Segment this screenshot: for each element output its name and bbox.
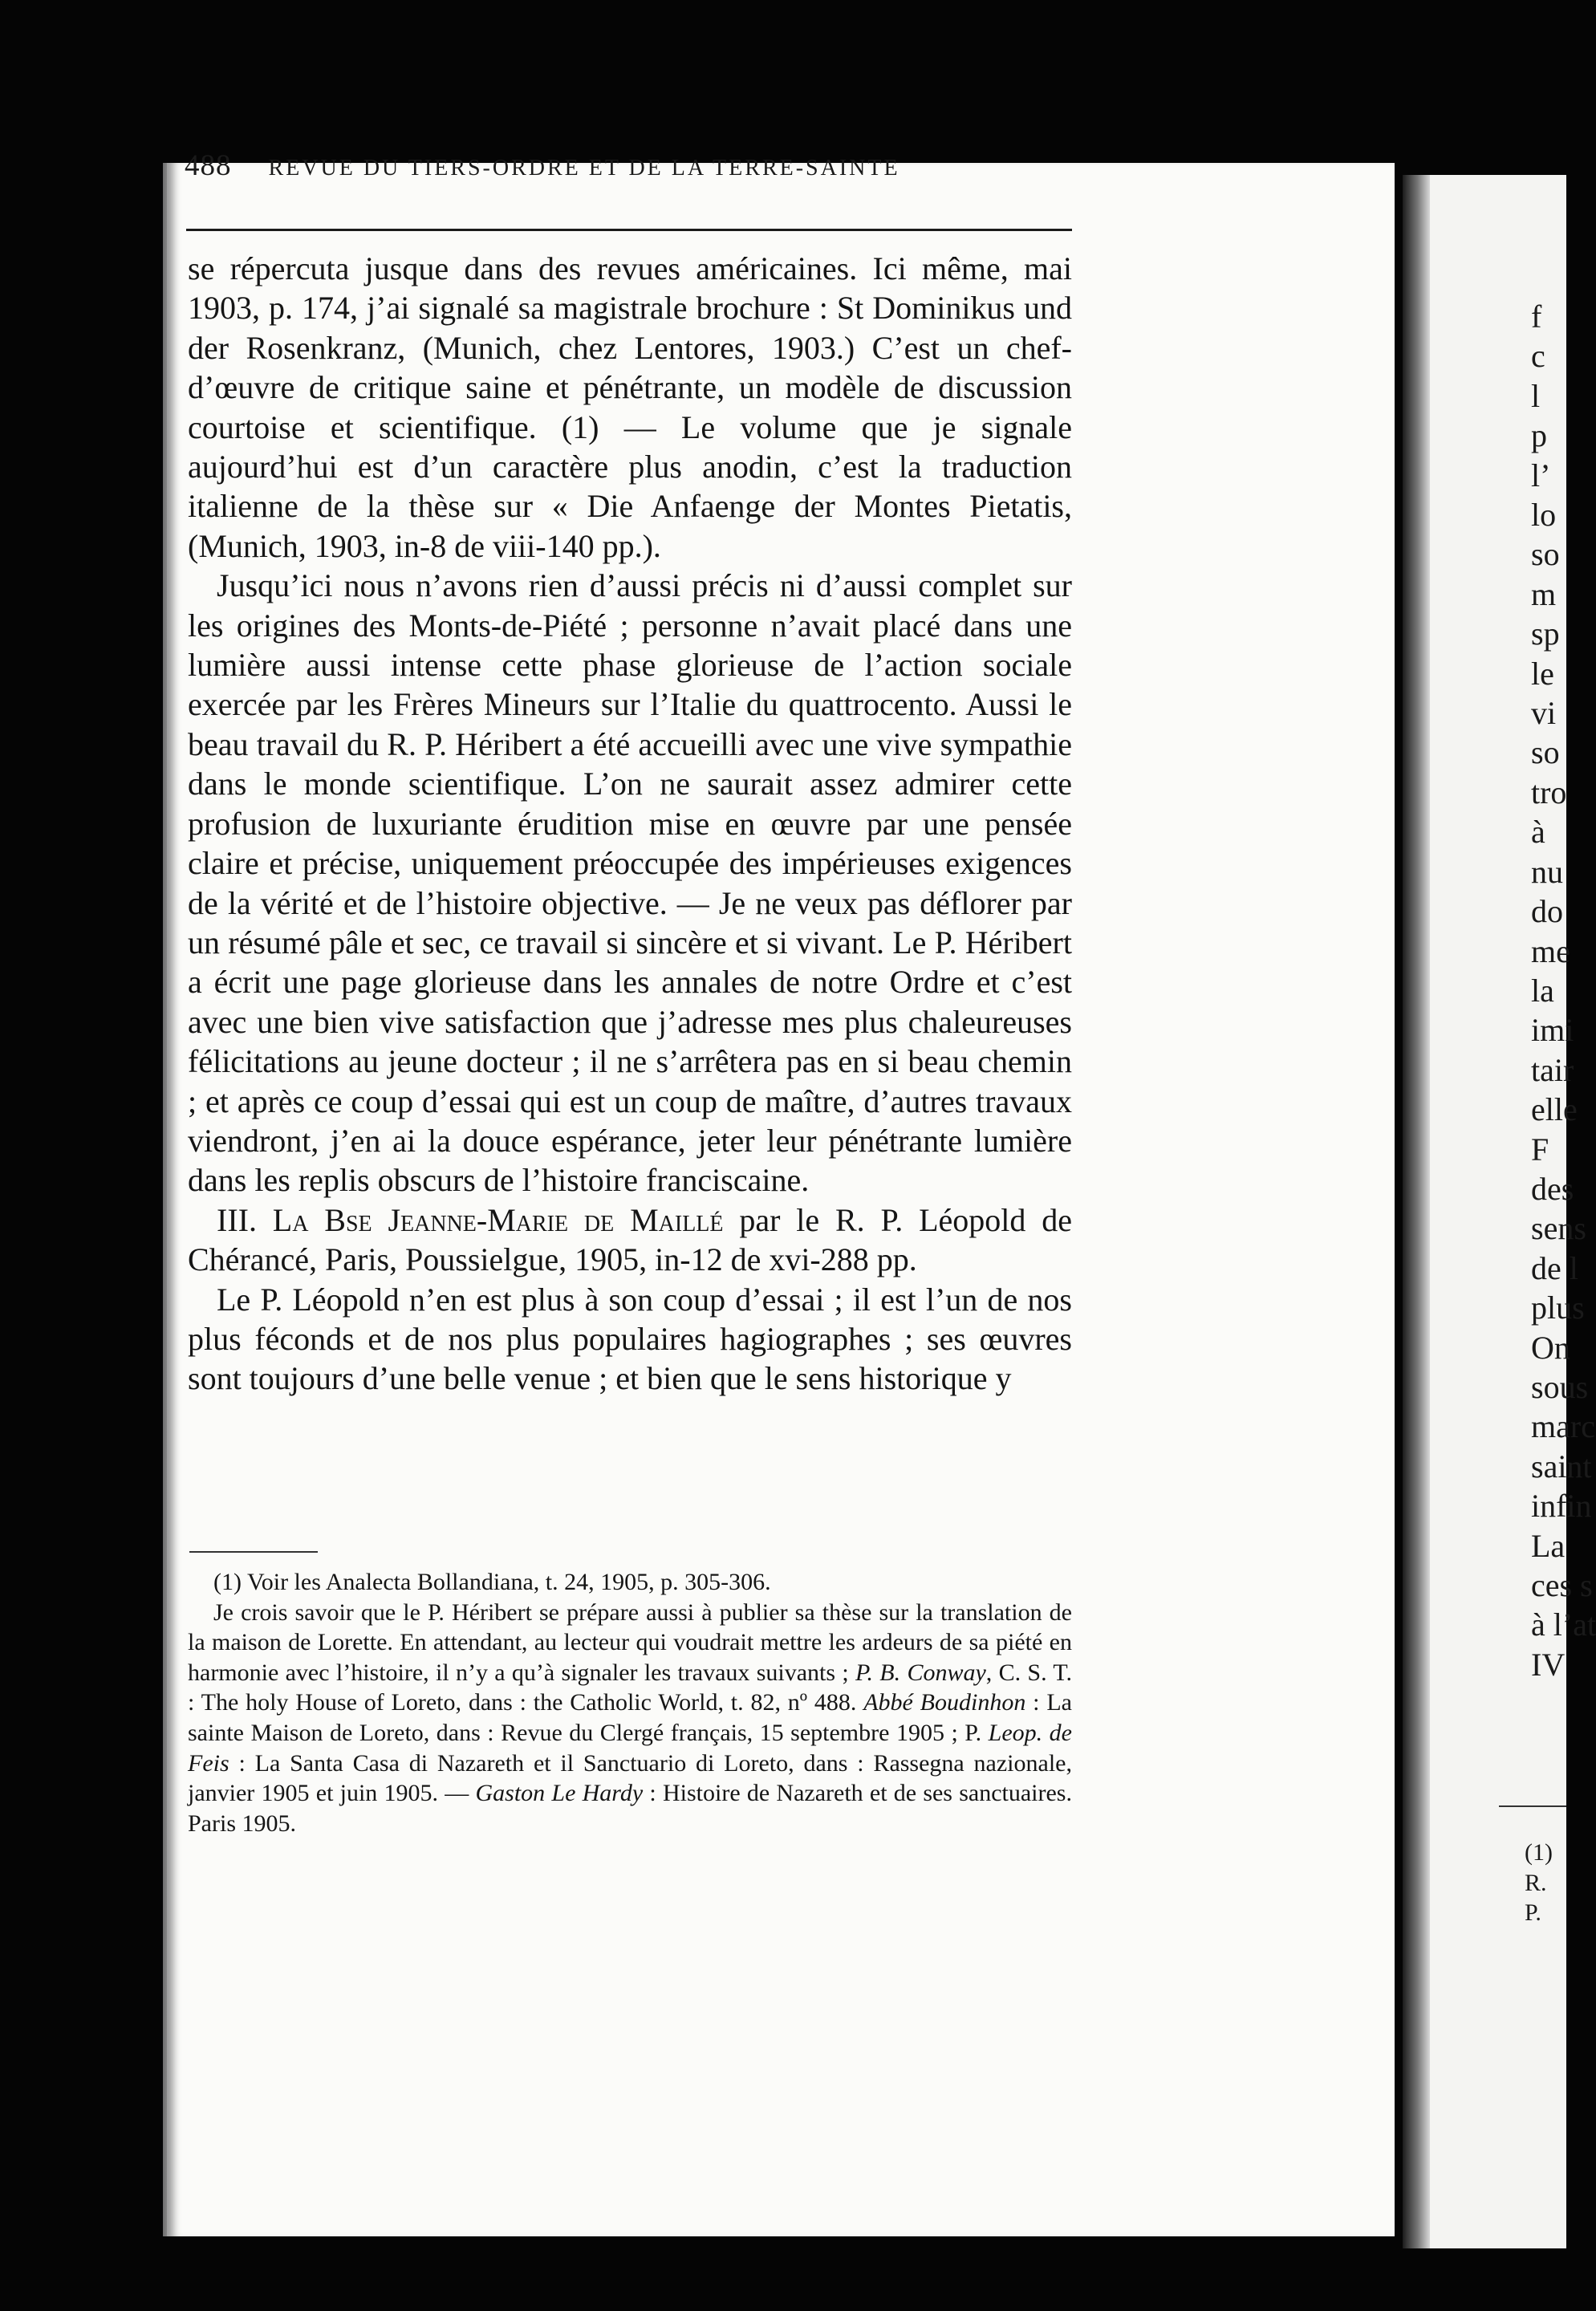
facing-page-line: c [1531,338,1545,375]
facing-page-line: R. P. [1525,1869,1547,1927]
facing-page-line: plus [1531,1290,1585,1326]
section-heading-rest: par le R. P. Léopold de Chérancé, Paris, Poussielgue, 1905, in-12 de xvi-288 pp. [188,1201,1072,1278]
facing-page-line: le [1531,655,1554,692]
page-number: 488 [185,149,232,182]
facing-page-line: do [1531,893,1563,930]
facing-page-line: saint [1531,1448,1592,1484]
facing-page-line: à l’at [1531,1606,1596,1643]
section-heading: III. La Bse Jeanne-Marie de Maillé [217,1201,724,1238]
facing-page-line: tair [1531,1051,1574,1088]
header-rule [186,229,1072,231]
paragraph-3 [188,1200,1072,1280]
facing-page-line: sens [1531,1210,1586,1247]
facing-page-line: IV [1531,1646,1566,1683]
main-text [188,249,1072,1399]
footnote-1: (1) Voir les Analecta Bollandiana, t. 24, 1905, p. 305-306. [213,1569,771,1595]
facing-page-line: La [1531,1527,1566,1564]
facing-page-line: l’ [1531,457,1551,493]
book-gutter [1403,175,1430,2248]
paragraph-4: Le P. Léopold n’en est plus à son coup d’essai ; il est l’un de nos plus féconds et de nos plus populaires hagiographes ; ses œuvres sont toujours d’une belle venue ; et bien que le sens historique y [188,1281,1072,1397]
facing-page-footnote [1525,1838,1566,1928]
facing-page-line: elle [1531,1091,1578,1128]
facing-page-line: à [1531,814,1545,851]
facing-page-line: On [1531,1329,1570,1366]
facing-page-line: infin [1531,1488,1592,1525]
facing-page-line: sous [1531,1368,1589,1405]
facing-page-line: f [1531,299,1542,335]
facing-page-line: tro [1531,774,1567,810]
facing-page-line: m [1531,575,1557,612]
facing-page-line: F [1531,1131,1549,1168]
facing-page-text [1531,297,1596,1684]
facing-page-line: la [1531,972,1554,1009]
facing-page-line: sp [1531,615,1560,652]
facing-page-line: so [1531,536,1560,573]
facing-page-line: p [1531,417,1547,454]
footnote-2: Je crois savoir que le P. Héribert se prépare aussi à publier sa thèse sur la translation de la maison de Lorette. En attendant, au lecteur qui voudrait mettre les ardeurs de sa piété en harmonie avec l’histoire, il n’y a qu’à signaler les travaux suivants ; P. B. Conway, C. S. T. : The holy House of Loreto, dans : the Catholic World, t. 82, nº 488. Abbé Boudinhon : La sainte Maison de Loreto, dans : Revue du Clergé français, 15 septembre 1905 ; P. Leop. de Feis : La Santa Casa di Nazareth et il Sanctuario di Loreto, dans : Rassegna nazionale, janvier 1905 et juin 1905. — Gaston Le Hardy : Histoire de Nazareth et de ses sanctuaires. Paris 1905. [188,1598,1072,1837]
facing-page-line: imi [1531,1012,1574,1049]
facing-page-line: me [1531,932,1570,969]
facing-page-line: lo [1531,497,1557,534]
paragraph-1: se répercuta jusque dans des revues américaines. Ici même, mai 1903, p. 174, j’ai signalé sa magistrale brochure : St Dominikus und der Rosenkranz, (Munich, chez Lentores, 1903.) C’est un chef-d’œuvre de critique saine et pénétrante, un modèle de discussion courtoise et scientifique. (1) — Le volume que je signale aujourd’hui est d’un caractère plus anodin, c’est la traduction italienne de la thèse sur « Die Anfaenge der Montes Pietatis, (Munich, 1903, in-8 de viii-140 pp.). [188,250,1072,564]
running-title: REVUE DU TIERS-ORDRE ET DE LA TERRE-SAINTE [268,156,900,181]
facing-page-line: vi [1531,695,1557,732]
running-header [185,148,1074,183]
footnote-rule [189,1551,318,1553]
facing-page-line: ces s [1531,1567,1593,1603]
paragraph-2: Jusqu’ici nous n’avons rien d’aussi précis ni d’aussi complet sur les origines des Monts-de-Piété ; personne n’avait placé dans une lumière aussi intense cette phase glorieuse de l’action sociale exercée par les Frères Mineurs sur l’Italie du quattrocento. Aussi le beau travail du R. P. Héribert a été accueilli avec une vive sympathie dans le monde scientifique. L’on ne saurait assez admirer cette profusion de luxuriante érudition mise en œuvre par une pensée claire et précise, uniquement préoccupée des impérieuses exigences de la vérité et de l’histoire objective. — Je ne veux pas déflorer par un résumé pâle et sec, ce travail si sincère et si vivant. Le P. Héribert a écrit une page glorieuse dans les annales de notre Ordre et c’est avec une bien vive satisfaction que j’adresse mes plus chaleureuses félicitations au jeune docteur ; il ne s’arrêtera pas en si beau chemin ; et après ce coup d’essai qui est un coup de maître, d’autres travaux viendront, j’en ai la douce espérance, jeter leur pénétrante lumière dans les replis obscurs de l’histoire franciscaine. [188,567,1072,1199]
facing-page-line: des [1531,1170,1574,1207]
facing-page-line: l [1531,377,1541,414]
facing-footnote-rule [1499,1805,1566,1807]
facing-page-line: marc [1531,1408,1595,1445]
facing-page-line: nu [1531,853,1563,890]
facing-page-line: de l [1531,1249,1578,1286]
facing-page-line: so [1531,734,1560,771]
footnotes [188,1567,1072,1838]
facing-page-line: (1) [1525,1839,1553,1866]
